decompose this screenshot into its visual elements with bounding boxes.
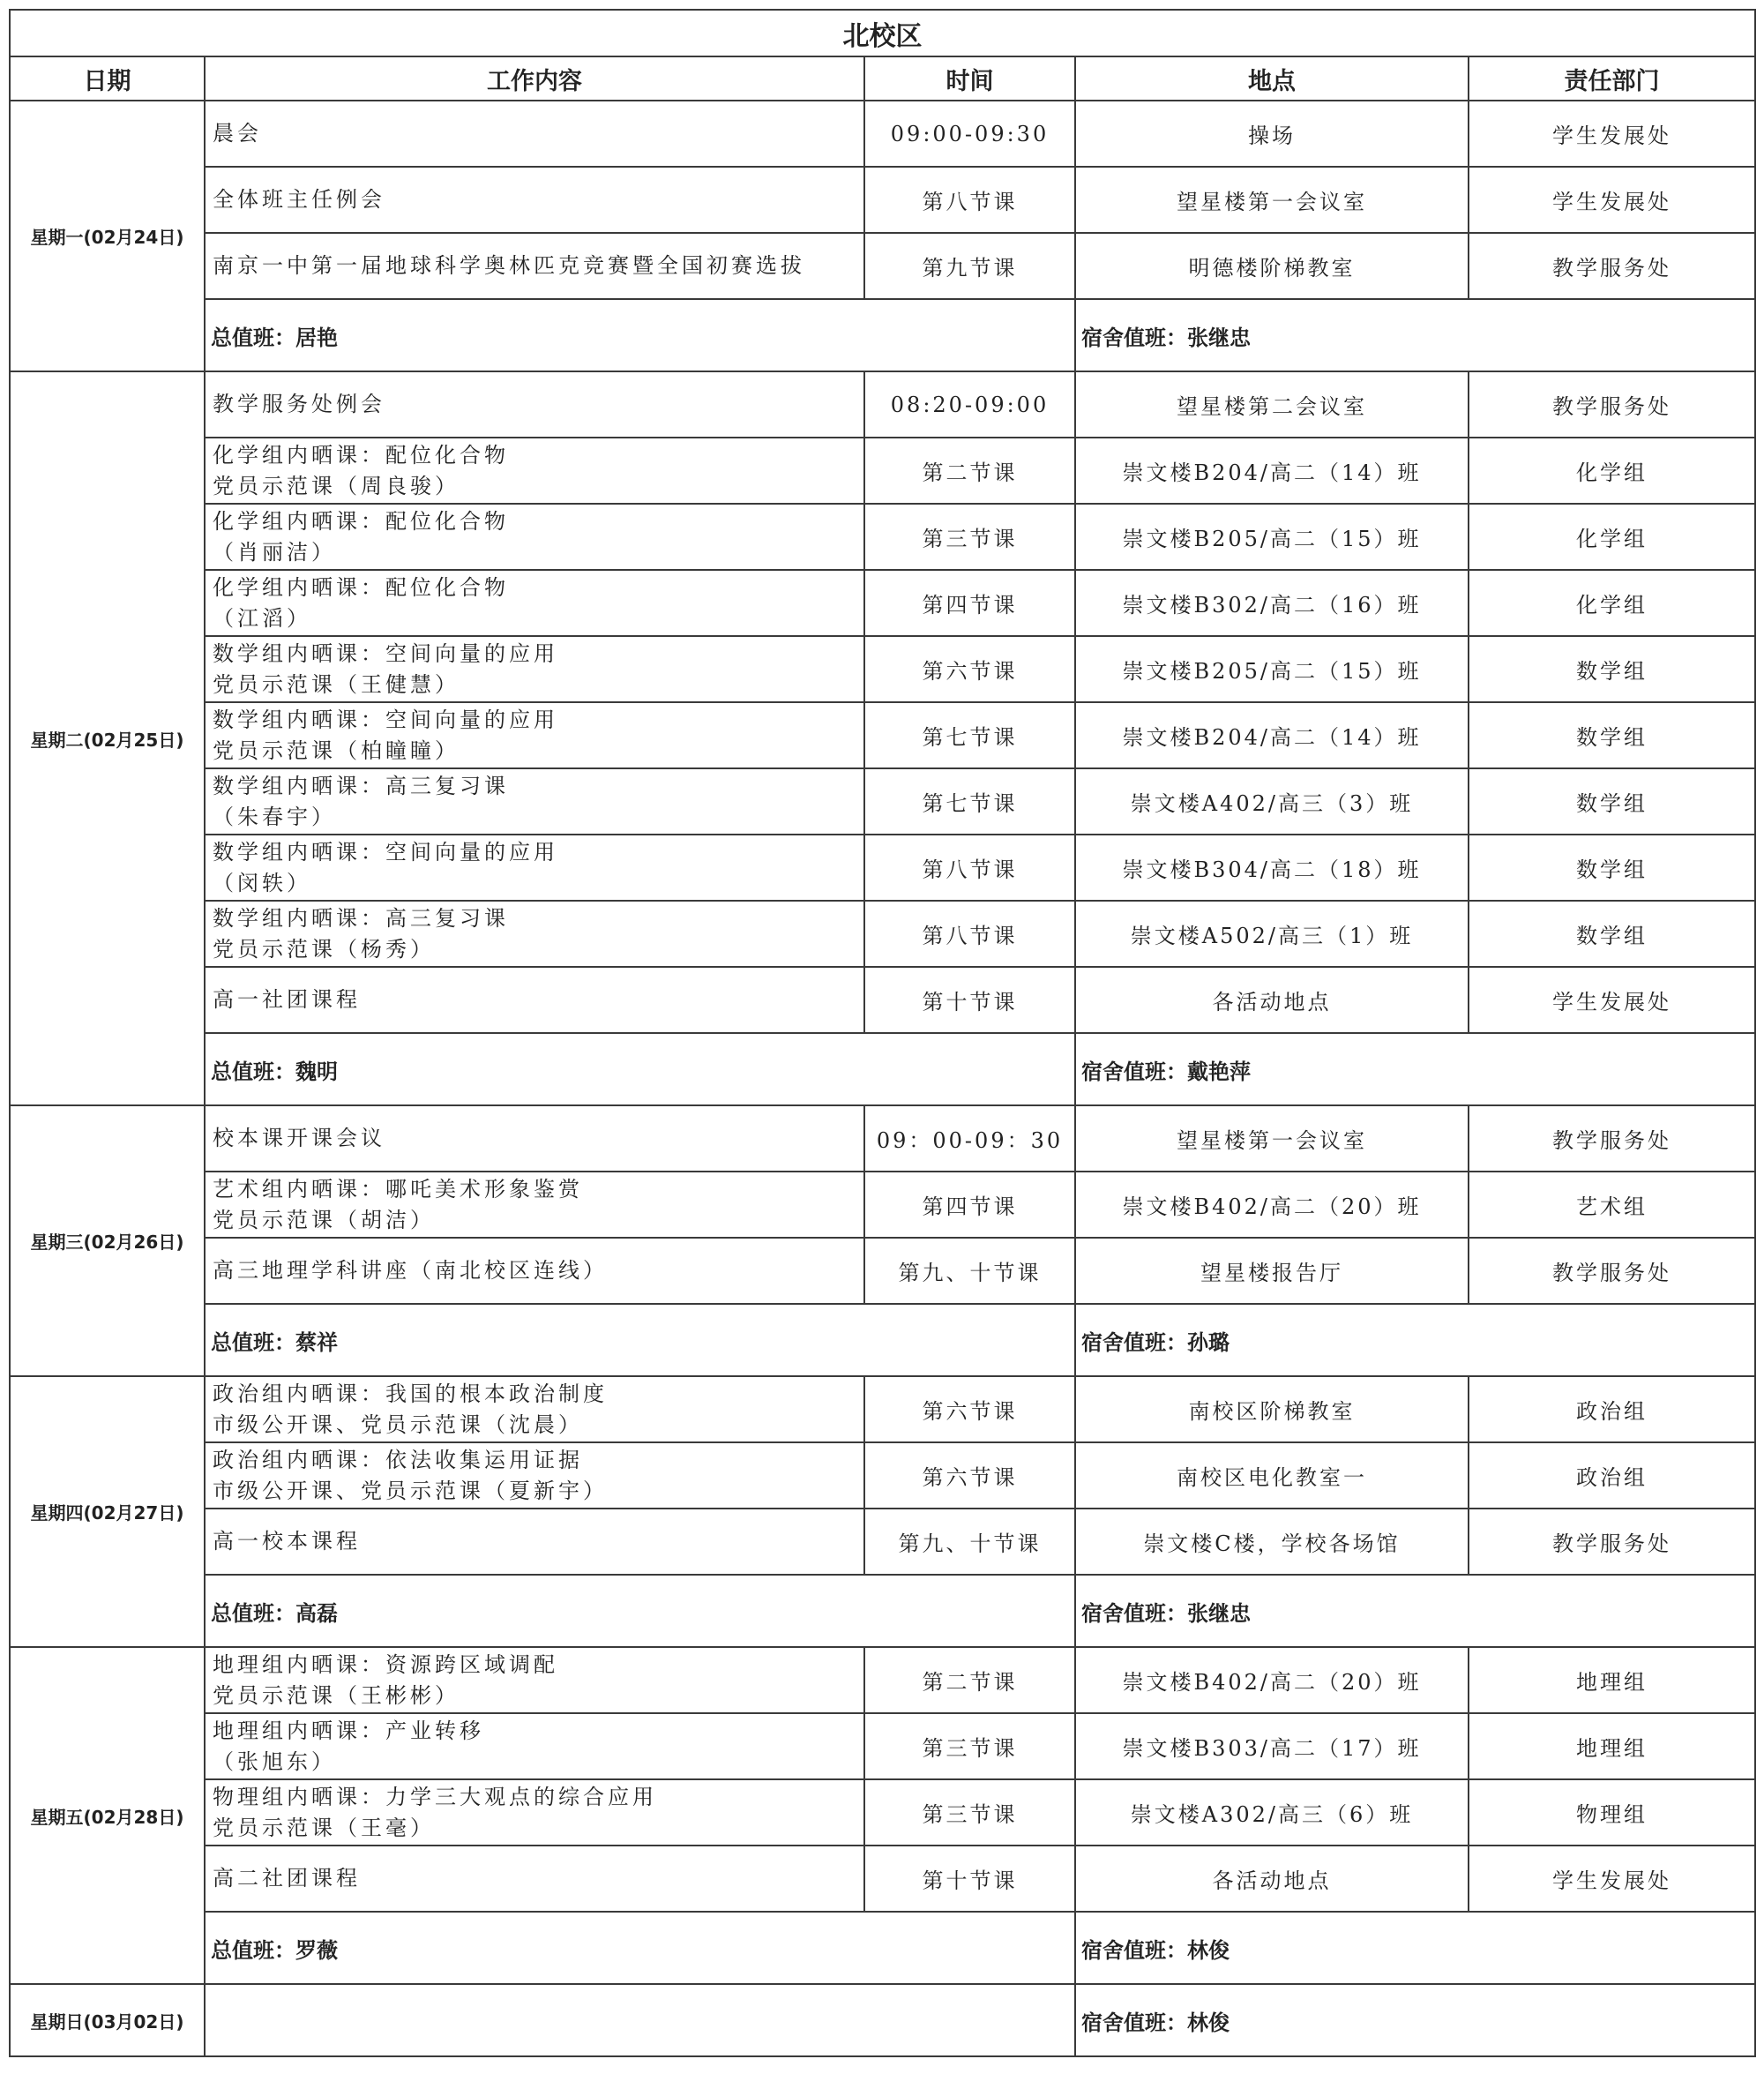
content-cell bbox=[205, 1779, 864, 1846]
table-row bbox=[10, 1509, 1755, 1575]
time-cell: 第三节课 bbox=[864, 1713, 1075, 1779]
day-label: 星期二(02月25日) bbox=[10, 371, 205, 1105]
table-row bbox=[10, 504, 1755, 570]
content-line: 党员示范课（柏瞳瞳） bbox=[213, 738, 460, 763]
duty-cell: 总值班：居艳 bbox=[205, 299, 1075, 371]
table-row bbox=[10, 702, 1755, 768]
table-row bbox=[10, 1846, 1755, 1912]
table-title: 北校区 bbox=[10, 10, 1755, 56]
time-cell: 第八节课 bbox=[864, 167, 1075, 233]
content-line: 高一社团课程 bbox=[213, 987, 361, 1012]
duty-row bbox=[10, 1912, 1755, 1984]
table-row bbox=[10, 1376, 1755, 1442]
dept-cell: 化学组 bbox=[1469, 504, 1755, 570]
place-cell: 崇文楼B205/高二（15）班 bbox=[1075, 636, 1469, 702]
content-cell bbox=[205, 371, 864, 438]
time-cell: 第六节课 bbox=[864, 1376, 1075, 1442]
content-cell bbox=[205, 504, 864, 570]
table-row bbox=[10, 371, 1755, 438]
time-cell: 第三节课 bbox=[864, 504, 1075, 570]
place-cell: 崇文楼B302/高二（16）班 bbox=[1075, 570, 1469, 636]
table-row bbox=[10, 1238, 1755, 1304]
table-row bbox=[10, 438, 1755, 504]
time-cell: 第七节课 bbox=[864, 702, 1075, 768]
place-cell: 崇文楼B205/高二（15）班 bbox=[1075, 504, 1469, 570]
table-row bbox=[10, 167, 1755, 233]
content-line: （闵轶） bbox=[213, 870, 311, 895]
place-cell: 崇文楼A302/高三（6）班 bbox=[1075, 1779, 1469, 1846]
place-cell: 崇文楼A502/高三（1）班 bbox=[1075, 901, 1469, 967]
schedule-body bbox=[10, 101, 1755, 2056]
time-cell: 第二节课 bbox=[864, 1647, 1075, 1713]
time-cell: 第八节课 bbox=[864, 901, 1075, 967]
time-cell: 第六节课 bbox=[864, 636, 1075, 702]
dept-cell: 教学服务处 bbox=[1469, 1105, 1755, 1172]
time-cell: 09:00-09:30 bbox=[864, 101, 1075, 167]
place-cell: 望星楼第一会议室 bbox=[1075, 167, 1469, 233]
content-line: 艺术组内晒课：哪吒美术形象鉴赏 bbox=[213, 1176, 583, 1202]
content-line: 数学组内晒课：高三复习课 bbox=[213, 773, 509, 798]
dept-cell: 数学组 bbox=[1469, 636, 1755, 702]
content-line: 教学服务处例会 bbox=[213, 392, 385, 416]
table-row bbox=[10, 1779, 1755, 1846]
header-dept: 责任部门 bbox=[1469, 56, 1755, 101]
duty-cell: 总值班：魏明 bbox=[205, 1033, 1075, 1105]
time-cell: 第十节课 bbox=[864, 1846, 1075, 1912]
day-label: 星期五(02月28日) bbox=[10, 1647, 205, 1984]
content-line: 数学组内晒课：空间向量的应用 bbox=[213, 707, 558, 732]
header-date: 日期 bbox=[10, 56, 205, 101]
content-line: 高一校本课程 bbox=[213, 1529, 361, 1554]
content-line: 数学组内晒课：空间向量的应用 bbox=[213, 640, 558, 666]
table-row bbox=[10, 1442, 1755, 1509]
place-cell: 南校区阶梯教室 bbox=[1075, 1376, 1469, 1442]
duty-cell: 总值班：高磊 bbox=[205, 1575, 1075, 1647]
dorm-duty-cell: 宿舍值班：张继忠 bbox=[1075, 1575, 1755, 1647]
duty-row bbox=[10, 299, 1755, 371]
day-label: 星期四(02月27日) bbox=[10, 1376, 205, 1647]
dept-cell: 政治组 bbox=[1469, 1376, 1755, 1442]
content-cell bbox=[205, 1713, 864, 1779]
dept-cell: 政治组 bbox=[1469, 1442, 1755, 1509]
content-line: 市级公开课、党员示范课（夏新宇） bbox=[213, 1478, 608, 1503]
place-cell: 崇文楼A402/高三（3）班 bbox=[1075, 768, 1469, 835]
dept-cell: 数学组 bbox=[1469, 835, 1755, 901]
content-cell bbox=[205, 1376, 864, 1442]
place-cell: 崇文楼B303/高二（17）班 bbox=[1075, 1713, 1469, 1779]
time-cell: 第四节课 bbox=[864, 1172, 1075, 1238]
time-cell: 第三节课 bbox=[864, 1779, 1075, 1846]
time-cell: 第六节课 bbox=[864, 1442, 1075, 1509]
dept-cell: 化学组 bbox=[1469, 570, 1755, 636]
content-cell bbox=[205, 901, 864, 967]
dept-cell: 学生发展处 bbox=[1469, 1846, 1755, 1912]
content-cell bbox=[205, 101, 864, 167]
content-line: 化学组内晒课：配位化合物 bbox=[213, 574, 509, 600]
header-content: 工作内容 bbox=[205, 56, 864, 101]
place-cell: 崇文楼C楼，学校各场馆 bbox=[1075, 1509, 1469, 1575]
duty-row bbox=[10, 1575, 1755, 1647]
dept-cell: 学生发展处 bbox=[1469, 101, 1755, 167]
table-row bbox=[10, 1647, 1755, 1713]
dept-cell: 教学服务处 bbox=[1469, 1509, 1755, 1575]
place-cell: 崇文楼B304/高二（18）班 bbox=[1075, 835, 1469, 901]
content-line: 校本课开课会议 bbox=[213, 1126, 385, 1150]
content-cell bbox=[205, 636, 864, 702]
content-line: 南京一中第一届地球科学奥林匹克竞赛暨全国初赛选拔 bbox=[213, 253, 805, 278]
dorm-duty-cell: 宿舍值班：林俊 bbox=[1075, 1984, 1755, 2056]
time-cell: 09：00-09：30 bbox=[864, 1105, 1075, 1172]
header-place: 地点 bbox=[1075, 56, 1469, 101]
time-cell: 第四节课 bbox=[864, 570, 1075, 636]
dept-cell: 物理组 bbox=[1469, 1779, 1755, 1846]
place-cell: 崇文楼B204/高二（14）班 bbox=[1075, 702, 1469, 768]
place-cell: 望星楼报告厅 bbox=[1075, 1238, 1469, 1304]
time-cell: 第八节课 bbox=[864, 835, 1075, 901]
dept-cell: 化学组 bbox=[1469, 438, 1755, 504]
content-line: 党员示范课（杨秀） bbox=[213, 936, 435, 962]
dept-cell: 数学组 bbox=[1469, 702, 1755, 768]
content-line: 数学组内晒课：空间向量的应用 bbox=[213, 839, 558, 865]
time-cell: 第九、十节课 bbox=[864, 1509, 1075, 1575]
content-cell bbox=[205, 167, 864, 233]
table-row bbox=[10, 101, 1755, 167]
dept-cell: 地理组 bbox=[1469, 1713, 1755, 1779]
content-line: 政治组内晒课：我国的根本政治制度 bbox=[213, 1381, 608, 1406]
content-line: 地理组内晒课：资源跨区域调配 bbox=[213, 1651, 558, 1677]
content-cell bbox=[205, 1647, 864, 1713]
duty-cell: 总值班：罗薇 bbox=[205, 1912, 1075, 1984]
content-line: （江滔） bbox=[213, 605, 311, 631]
place-cell: 明德楼阶梯教室 bbox=[1075, 233, 1469, 299]
dorm-duty-cell: 宿舍值班：林俊 bbox=[1075, 1912, 1755, 1984]
day-label: 星期日(03月02日) bbox=[10, 1984, 205, 2056]
table-row bbox=[10, 1713, 1755, 1779]
time-cell: 第十节课 bbox=[864, 967, 1075, 1033]
content-line: （张旭东） bbox=[213, 1748, 336, 1774]
content-cell bbox=[205, 1846, 864, 1912]
place-cell: 操场 bbox=[1075, 101, 1469, 167]
dept-cell: 教学服务处 bbox=[1469, 233, 1755, 299]
time-cell: 第二节课 bbox=[864, 438, 1075, 504]
content-cell bbox=[205, 967, 864, 1033]
dept-cell: 学生发展处 bbox=[1469, 967, 1755, 1033]
content-cell bbox=[205, 1238, 864, 1304]
place-cell: 崇文楼B204/高二（14）班 bbox=[1075, 438, 1469, 504]
content-line: 市级公开课、党员示范课（沈晨） bbox=[213, 1411, 583, 1437]
content-cell bbox=[205, 768, 864, 835]
content-line: 化学组内晒课：配位化合物 bbox=[213, 442, 509, 468]
dept-cell: 数学组 bbox=[1469, 901, 1755, 967]
time-cell: 第七节课 bbox=[864, 768, 1075, 835]
dept-cell: 数学组 bbox=[1469, 768, 1755, 835]
content-cell bbox=[205, 1442, 864, 1509]
dept-cell: 教学服务处 bbox=[1469, 1238, 1755, 1304]
table-row bbox=[10, 1105, 1755, 1172]
content-line: 化学组内晒课：配位化合物 bbox=[213, 508, 509, 534]
table-row bbox=[10, 570, 1755, 636]
dept-cell: 教学服务处 bbox=[1469, 371, 1755, 438]
content-cell bbox=[205, 1509, 864, 1575]
place-cell: 南校区电化教室一 bbox=[1075, 1442, 1469, 1509]
place-cell: 崇文楼B402/高二（20）班 bbox=[1075, 1172, 1469, 1238]
content-line: 晨会 bbox=[213, 121, 262, 146]
duty-row bbox=[10, 1304, 1755, 1376]
place-cell: 望星楼第一会议室 bbox=[1075, 1105, 1469, 1172]
content-line: 地理组内晒课：产业转移 bbox=[213, 1718, 484, 1743]
schedule-table bbox=[9, 9, 1756, 2057]
content-line: 党员示范课（周良骏） bbox=[213, 473, 460, 498]
content-cell bbox=[205, 1172, 864, 1238]
content-line: 全体班主任例会 bbox=[213, 187, 385, 212]
time-cell: 第九、十节课 bbox=[864, 1238, 1075, 1304]
duty-row bbox=[10, 1984, 1755, 2056]
dept-cell: 学生发展处 bbox=[1469, 167, 1755, 233]
content-cell bbox=[205, 835, 864, 901]
duty-cell bbox=[205, 1984, 1075, 2056]
place-cell: 各活动地点 bbox=[1075, 967, 1469, 1033]
content-cell bbox=[205, 1105, 864, 1172]
table-row bbox=[10, 636, 1755, 702]
dorm-duty-cell: 宿舍值班：戴艳萍 bbox=[1075, 1033, 1755, 1105]
day-label: 星期一(02月24日) bbox=[10, 101, 205, 371]
content-line: 高三地理学科讲座（南北校区连线） bbox=[213, 1258, 608, 1283]
content-cell bbox=[205, 570, 864, 636]
content-cell bbox=[205, 438, 864, 504]
content-line: 高二社团课程 bbox=[213, 1866, 361, 1891]
duty-cell: 总值班：蔡祥 bbox=[205, 1304, 1075, 1376]
table-row bbox=[10, 901, 1755, 967]
time-cell: 第九节课 bbox=[864, 233, 1075, 299]
content-line: （朱春宇） bbox=[213, 804, 336, 829]
content-line: 数学组内晒课：高三复习课 bbox=[213, 905, 509, 931]
dept-cell: 艺术组 bbox=[1469, 1172, 1755, 1238]
content-line: 党员示范课（王健慧） bbox=[213, 671, 460, 697]
content-line: （肖丽洁） bbox=[213, 539, 336, 565]
day-label: 星期三(02月26日) bbox=[10, 1105, 205, 1376]
content-line: 党员示范课（王彬彬） bbox=[213, 1682, 460, 1708]
content-line: 政治组内晒课：依法收集运用证据 bbox=[213, 1447, 583, 1472]
table-row bbox=[10, 967, 1755, 1033]
table-row bbox=[10, 768, 1755, 835]
content-line: 党员示范课（王毫） bbox=[213, 1815, 435, 1840]
header-row bbox=[10, 56, 1755, 101]
table-row bbox=[10, 233, 1755, 299]
content-cell bbox=[205, 702, 864, 768]
table-row bbox=[10, 835, 1755, 901]
time-cell: 08:20-09:00 bbox=[864, 371, 1075, 438]
dorm-duty-cell: 宿舍值班：张继忠 bbox=[1075, 299, 1755, 371]
dept-cell: 地理组 bbox=[1469, 1647, 1755, 1713]
dorm-duty-cell: 宿舍值班：孙璐 bbox=[1075, 1304, 1755, 1376]
title-row bbox=[10, 10, 1755, 56]
place-cell: 崇文楼B402/高二（20）班 bbox=[1075, 1647, 1469, 1713]
header-time: 时间 bbox=[864, 56, 1075, 101]
content-line: 党员示范课（胡洁） bbox=[213, 1207, 435, 1232]
duty-row bbox=[10, 1033, 1755, 1105]
content-cell bbox=[205, 233, 864, 299]
content-line: 物理组内晒课：力学三大观点的综合应用 bbox=[213, 1784, 657, 1809]
table-row bbox=[10, 1172, 1755, 1238]
place-cell: 各活动地点 bbox=[1075, 1846, 1469, 1912]
place-cell: 望星楼第二会议室 bbox=[1075, 371, 1469, 438]
